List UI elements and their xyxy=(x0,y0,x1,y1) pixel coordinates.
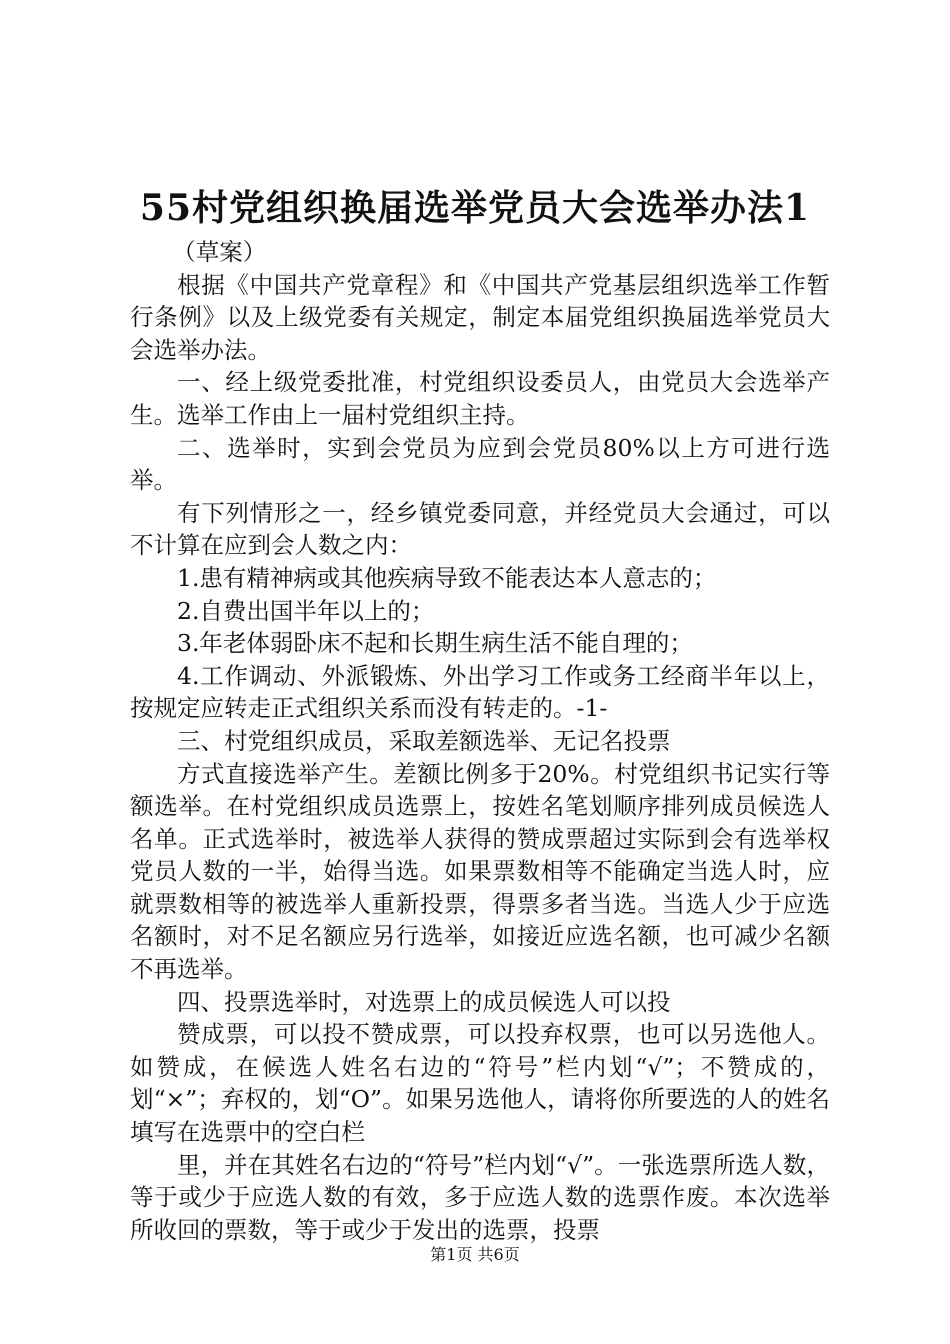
paragraph-article-3-heading: 三、村党组织成员，采取差额选举、无记名投票 xyxy=(177,726,671,755)
paragraph-article-3-body: 方式直接选举产生。差额比例多于20%。村党组织书记实行等额选举。在村党组织成员选票上，按姓名笔划顺序排列成员候选人名单。正式选举时，被选举人获得的赞成票超过实际到会有选举权党员人数的一半，始得当选。如果票数相等不能确定当选人时，应就票数相等的被选举人重新投票，得票多者当选。当选人少于应选名额时，对不足名额应另行选举，如接近应选名额，也可减少名额不再选举。 xyxy=(130,759,830,984)
page-number-footer: 第1页 共6页 xyxy=(430,1245,520,1264)
paragraph-article-1: 一、经上级党委批准，村党组织设委员人，由党员大会选举产生。选举工作由上一届村党组织主持。 xyxy=(130,368,830,429)
list-item-2: 2.自费出国半年以上的； xyxy=(177,596,435,625)
list-item-1: 1.患有精神病或其他疾病导致不能表达本人意志的； xyxy=(177,563,717,592)
paragraph-article-2: 二、选举时，实到会党员为应到会党员80%以上方可进行选举。 xyxy=(130,433,830,495)
document-title: 55村党组织换届选举党员大会选举办法1 xyxy=(139,187,811,229)
paragraph-intro: 根据《中国共产党章程》和《中国共产党基层组织选举工作暂行条例》以及上级党委有关规定，制定本届党组织换届选举党员大会选举办法。 xyxy=(130,270,830,364)
document-body xyxy=(130,236,830,1246)
paragraph-article-4-continued: 里，并在其姓名右边的“符号”栏内划“√”。一张选票所选人数，等于或少于应选人数的有效，多于应选人数的选票作废。本次选举所收回的票数，等于或少于发出的选票，投票 xyxy=(130,1150,830,1244)
paragraph-article-4-heading: 四、投票选举时，对选票上的成员候选人可以投 xyxy=(177,987,671,1016)
paragraph-exceptions: 有下列情形之一，经乡镇党委同意，并经党员大会通过，可以不计算在应到会人数之内： xyxy=(130,498,830,560)
list-item-3: 3.年老体弱卧床不起和长期生病生活不能自理的； xyxy=(177,629,693,658)
paragraph-article-4-body: 赞成票，可以投不赞成票，可以投弃权票，也可以另选他人。如赞成，在候选人姓名右边的“符号”栏内划“√”；不赞成的，划“×”；弃权的，划“O”。如果另选他人，请将你所要选的人的姓名填写在选票中的空白栏 xyxy=(130,1020,830,1147)
list-item-4: 4.工作调动、外派锻炼、外出学习工作或务工经商半年以上，按规定应转走正式组织关系而没有转走的。-1- xyxy=(130,661,830,723)
draft-label: （草案） xyxy=(172,238,267,266)
